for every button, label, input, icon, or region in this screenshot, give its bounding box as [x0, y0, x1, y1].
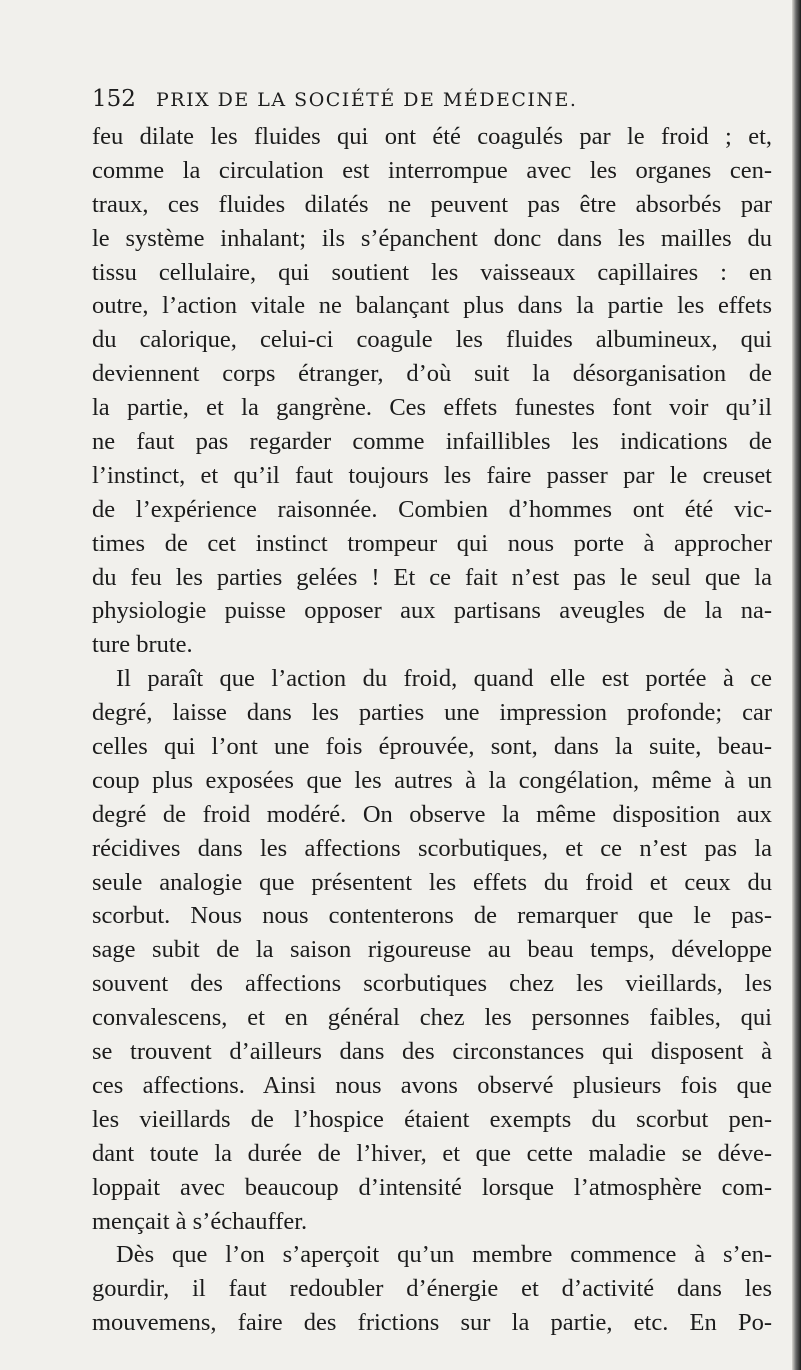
text-line: physiologie puisse opposer aux partisans aveugles de la na-: [92, 597, 772, 625]
text-line: celles qui l’ont une fois éprouvée, sont, dans la suite, beau-: [92, 733, 772, 761]
text-line: traux, ces fluides dilatés ne peuvent pas être absorbés par: [92, 190, 772, 218]
text-line: ces affections. Ainsi nous avons observé plusieurs fois que: [92, 1071, 772, 1099]
text-line: outre, l’action vitale ne balançant plus dans la partie les effets: [92, 292, 772, 320]
text-line: seule analogie que présentent les effets du froid et ceux du: [92, 868, 772, 896]
text-line: convalescens, et en général chez les personnes faibles, qui: [92, 1004, 772, 1032]
page-number: 152: [92, 86, 136, 112]
text-line: tissu cellulaire, qui soutient les vaisseaux capillaires : en: [92, 258, 772, 286]
text-line: degré de froid modéré. On observe la même disposition aux: [92, 800, 772, 828]
text-line: scorbut. Nous nous contenterons de remarquer que le pas-: [92, 902, 772, 930]
text-line: ne faut pas regarder comme infaillibles les indications de: [92, 428, 772, 456]
page-binding-edge: [792, 0, 801, 1370]
text-line: de l’expérience raisonnée. Combien d’hommes ont été vic-: [92, 495, 772, 523]
text-line: loppait avec beaucoup d’intensité lorsque l’atmosphère com-: [92, 1173, 772, 1201]
text-line: l’instinct, et qu’il faut toujours les faire passer par le creuset: [92, 461, 772, 489]
text-line: sage subit de la saison rigoureuse au beau temps, développe: [92, 936, 772, 964]
text-line: se trouvent d’ailleurs dans des circonstances qui disposent à: [92, 1038, 772, 1066]
text-line: souvent des affections scorbutiques chez les vieillards, les: [92, 970, 772, 998]
text-line: comme la circulation est interrompue avec les organes cen-: [92, 156, 772, 184]
text-line: du feu les parties gelées ! Et ce fait n’est pas le seul que la: [92, 563, 772, 591]
text-line: degré, laisse dans les parties une impression profonde; car: [92, 699, 772, 727]
paragraph-end-line: ture brute.: [92, 631, 193, 659]
text-line: du calorique, celui-ci coagule les fluides albumineux, qui: [92, 326, 772, 354]
text-line: coup plus exposées que les autres à la congélation, même à un: [92, 766, 772, 794]
text-line: gourdir, il faut redoubler d’énergie et d’activité dans les: [92, 1275, 772, 1303]
text-line: mouvemens, faire des frictions sur la partie, etc. En Po-: [92, 1309, 772, 1337]
text-line: le système inhalant; ils s’épanchent donc dans les mailles du: [92, 224, 772, 252]
paragraph-end-line: mençait à s’échauffer.: [92, 1207, 308, 1235]
running-header: [92, 86, 752, 112]
text-line: dant toute la durée de l’hiver, et que cette maladie se déve-: [92, 1139, 772, 1167]
paragraph-first-line: Dès que l’on s’aperçoit qu’un membre commence à s’en-: [116, 1241, 772, 1269]
text-line: feu dilate les fluides qui ont été coagulés par le froid ; et,: [92, 123, 772, 150]
body-text: [92, 120, 772, 1340]
running-title: PRIX DE LA SOCIÉTÉ DE MÉDECINE.: [156, 89, 578, 111]
text-line: les vieillards de l’hospice étaient exempts du scorbut pen-: [92, 1105, 772, 1133]
text-line: times de cet instinct trompeur qui nous porte à approcher: [92, 529, 772, 557]
text-line: récidives dans les affections scorbutiques, et ce n’est pas la: [92, 834, 772, 862]
text-line: la partie, et la gangrène. Ces effets funestes font voir qu’il: [92, 394, 772, 422]
paragraph-first-line: Il paraît que l’action du froid, quand elle est portée à ce: [116, 665, 772, 693]
text-line: deviennent corps étranger, d’où suit la désorganisation de: [92, 360, 772, 388]
